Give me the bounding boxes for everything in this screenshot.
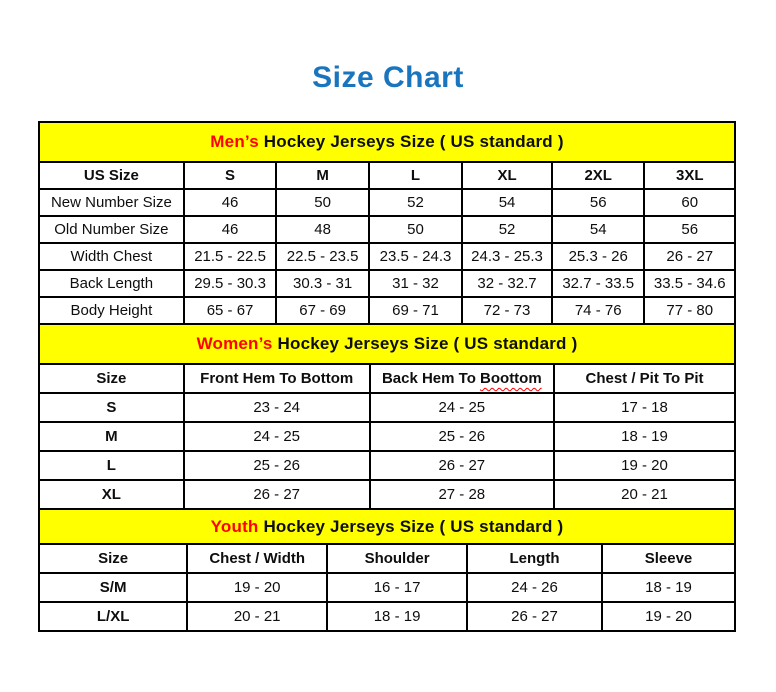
row-label: Width Chest <box>39 243 184 270</box>
table-cell: 24 - 26 <box>467 573 602 602</box>
table-row <box>39 422 735 451</box>
table-cell: 30.3 - 31 <box>276 270 369 297</box>
mens-banner: Men’s Hockey Jerseys Size ( US standard ) <box>39 122 735 162</box>
column-header: Front Hem To Bottom <box>184 364 370 393</box>
table-row <box>39 189 735 216</box>
column-header: Chest / Pit To Pit <box>554 364 735 393</box>
table-cell: 22.5 - 23.5 <box>276 243 369 270</box>
column-header: Size <box>39 364 184 393</box>
column-header: XL <box>462 162 552 189</box>
row-label: M <box>39 422 184 451</box>
youth-header-row <box>39 544 735 573</box>
table-row <box>39 393 735 422</box>
table-cell: 21.5 - 22.5 <box>184 243 277 270</box>
column-header: Size <box>39 544 187 573</box>
table-cell: 33.5 - 34.6 <box>644 270 735 297</box>
table-cell: 18 - 19 <box>602 573 735 602</box>
table-cell: 65 - 67 <box>184 297 277 324</box>
table-row <box>39 480 735 509</box>
row-label: L/XL <box>39 602 187 631</box>
womens-header-row <box>39 364 735 393</box>
table-cell: 67 - 69 <box>276 297 369 324</box>
table-cell: 31 - 32 <box>369 270 462 297</box>
table-row <box>39 243 735 270</box>
table-cell: 18 - 19 <box>327 602 467 631</box>
column-header: Sleeve <box>602 544 735 573</box>
table-cell: 23.5 - 24.3 <box>369 243 462 270</box>
column-header: 3XL <box>644 162 735 189</box>
column-header: 2XL <box>552 162 645 189</box>
row-label: Old Number Size <box>39 216 184 243</box>
mens-banner-accent: Men’s <box>210 132 259 151</box>
table-cell: 17 - 18 <box>554 393 735 422</box>
row-label: XL <box>39 480 184 509</box>
table-row <box>39 297 735 324</box>
row-label: L <box>39 451 184 480</box>
table-cell: 19 - 20 <box>554 451 735 480</box>
misspelled-word: Boottom <box>480 370 542 387</box>
table-cell: 25 - 26 <box>370 422 554 451</box>
table-cell: 25 - 26 <box>184 451 370 480</box>
table-cell: 19 - 20 <box>187 573 327 602</box>
table-cell: 60 <box>644 189 735 216</box>
table-cell: 24 - 25 <box>184 422 370 451</box>
table-cell: 32 - 32.7 <box>462 270 552 297</box>
table-cell: 56 <box>552 189 645 216</box>
size-chart-tables <box>38 121 736 632</box>
table-cell: 46 <box>184 216 277 243</box>
womens-banner-row <box>39 324 735 364</box>
table-cell: 72 - 73 <box>462 297 552 324</box>
column-header: Length <box>467 544 602 573</box>
womens-banner: Women’s Hockey Jerseys Size ( US standard ) <box>39 324 735 364</box>
table-cell: 46 <box>184 189 277 216</box>
table-cell: 56 <box>644 216 735 243</box>
page-title: Size Chart <box>312 61 464 94</box>
table-cell: 16 - 17 <box>327 573 467 602</box>
table-row <box>39 216 735 243</box>
mens-banner-row <box>39 122 735 162</box>
table-cell: 74 - 76 <box>552 297 645 324</box>
row-label: S/M <box>39 573 187 602</box>
table-cell: 24 - 25 <box>370 393 554 422</box>
womens-size-table <box>38 323 736 510</box>
womens-banner-accent: Women’s <box>196 334 273 353</box>
row-label: Back Length <box>39 270 184 297</box>
row-label: Body Height <box>39 297 184 324</box>
table-cell: 26 - 27 <box>370 451 554 480</box>
table-row <box>39 602 735 631</box>
column-header: Chest / Width <box>187 544 327 573</box>
table-cell: 69 - 71 <box>369 297 462 324</box>
table-cell: 52 <box>462 216 552 243</box>
table-cell: 54 <box>462 189 552 216</box>
table-cell: 27 - 28 <box>370 480 554 509</box>
table-cell: 19 - 20 <box>602 602 735 631</box>
table-cell: 25.3 - 26 <box>552 243 645 270</box>
youth-banner-accent: Youth <box>210 516 259 536</box>
youth-size-table <box>38 508 736 632</box>
table-cell: 23 - 24 <box>184 393 370 422</box>
column-header: US Size <box>39 162 184 189</box>
table-cell: 26 - 27 <box>467 602 602 631</box>
table-cell: 26 - 27 <box>184 480 370 509</box>
table-row <box>39 270 735 297</box>
table-row <box>39 573 735 602</box>
table-cell: 18 - 19 <box>554 422 735 451</box>
column-header: M <box>276 162 369 189</box>
table-cell: 50 <box>276 189 369 216</box>
column-header: S <box>184 162 277 189</box>
table-cell: 26 - 27 <box>644 243 735 270</box>
youth-banner: Youth Hockey Jerseys Size ( US standard ) <box>39 509 735 544</box>
table-cell: 20 - 21 <box>554 480 735 509</box>
table-cell: 32.7 - 33.5 <box>552 270 645 297</box>
table-cell: 50 <box>369 216 462 243</box>
table-cell: 48 <box>276 216 369 243</box>
table-row <box>39 451 735 480</box>
table-cell: 20 - 21 <box>187 602 327 631</box>
table-cell: 54 <box>552 216 645 243</box>
table-cell: 24.3 - 25.3 <box>462 243 552 270</box>
row-label: S <box>39 393 184 422</box>
youth-banner-row <box>39 509 735 544</box>
mens-size-table <box>38 121 736 325</box>
table-cell: 52 <box>369 189 462 216</box>
table-cell: 29.5 - 30.3 <box>184 270 277 297</box>
row-label: New Number Size <box>39 189 184 216</box>
table-cell: 77 - 80 <box>644 297 735 324</box>
mens-header-row <box>39 162 735 189</box>
column-header: Back Hem To Boottom <box>370 364 554 393</box>
column-header: L <box>369 162 462 189</box>
column-header: Shoulder <box>327 544 467 573</box>
